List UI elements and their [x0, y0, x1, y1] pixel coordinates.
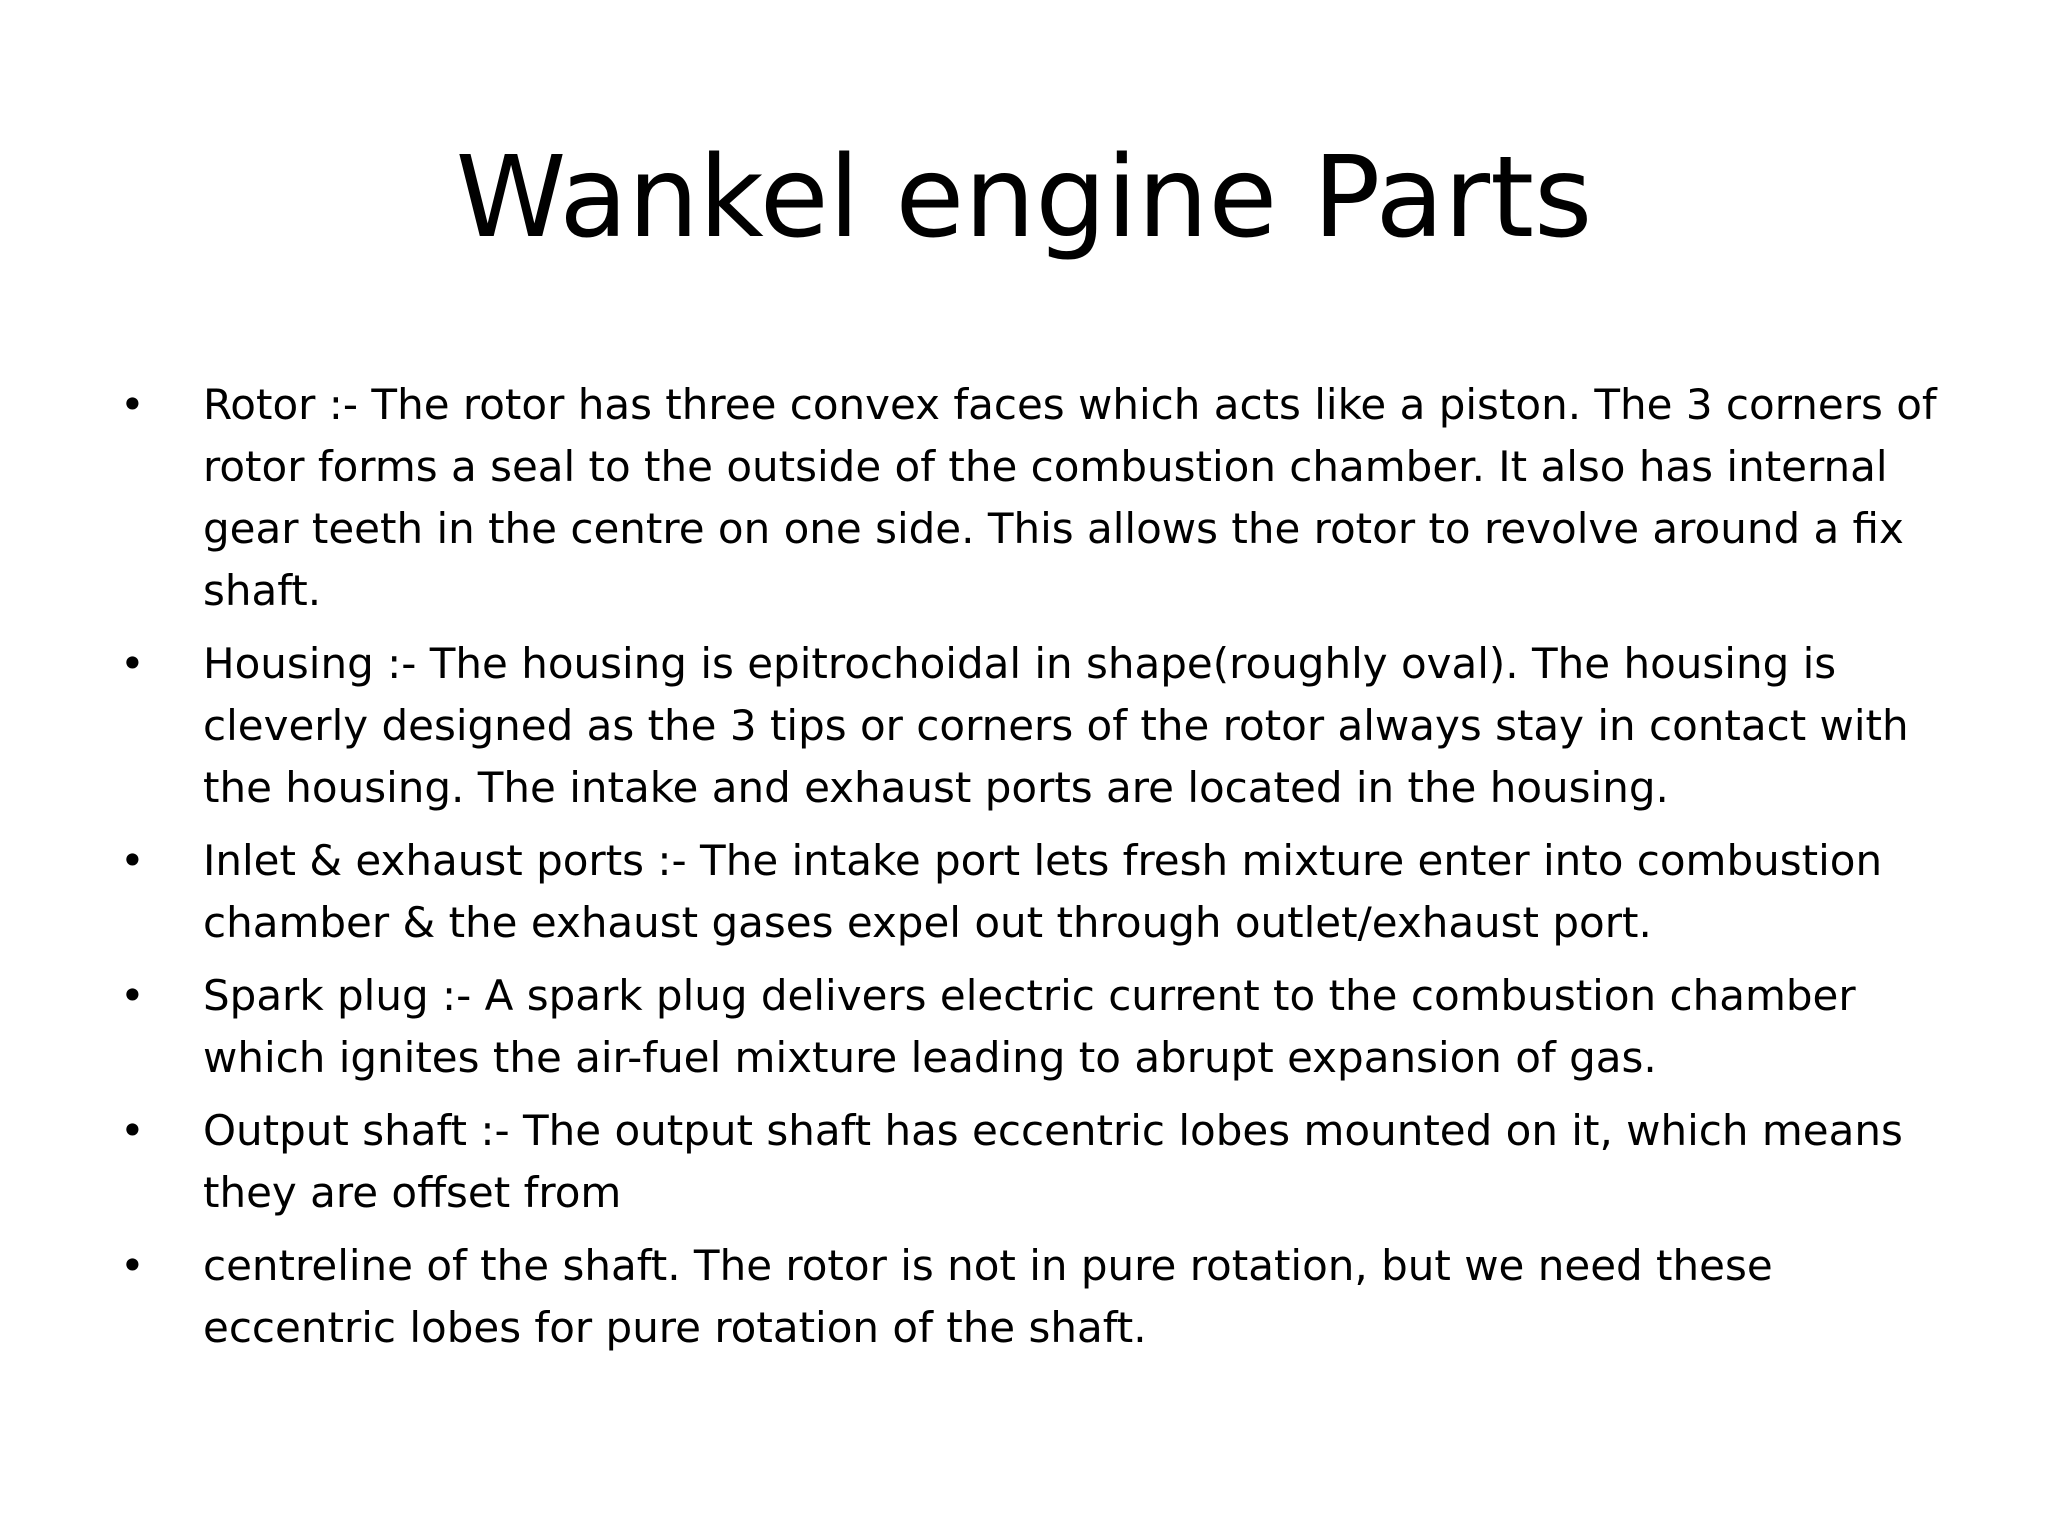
bullet-item-ports: [120, 830, 1960, 954]
bullet-icon: •: [120, 971, 145, 1020]
bullet-text: Spark plug :- A spark plug delivers electric current to the combustion chamber which ignites the air-fuel mixture leading to abrupt expansion of gas.: [203, 971, 1856, 1082]
bullet-item-spark-plug: [120, 965, 1960, 1089]
bullet-text: Rotor :- The rotor has three convex faces which acts like a piston. The 3 corners of rotor forms a seal to the outside of the combustion chamber. It also has internal gear teeth in the centre on one side. This allows the rotor to revolve around a fix shaft.: [203, 380, 1937, 615]
bullet-item-centreline: [120, 1235, 1960, 1359]
bullet-item-output-shaft: [120, 1100, 1960, 1224]
bullet-icon: •: [120, 1241, 145, 1290]
slide-title: Wankel engine Parts: [455, 133, 1593, 263]
bullet-icon: •: [120, 380, 145, 429]
bullet-icon: •: [120, 836, 145, 885]
bullet-icon: •: [120, 1106, 145, 1155]
bullet-text: centreline of the shaft. The rotor is not in pure rotation, but we need these eccentric lobes for pure rotation of the shaft.: [203, 1241, 1773, 1352]
bullet-text: Inlet & exhaust ports :- The intake port lets fresh mixture enter into combustion chamber & the exhaust gases expel out through outlet/exhaust port.: [203, 836, 1883, 947]
bullet-item-housing: [120, 633, 1960, 819]
bullet-text: Housing :- The housing is epitrochoidal in shape(roughly oval). The housing is cleverly designed as the 3 tips or corners of the rotor always stay in contact with the housing. The intake and exhaust ports are located in the housing.: [203, 639, 1909, 812]
bullet-list: [120, 374, 1960, 1370]
bullet-item-rotor: [120, 374, 1960, 622]
bullet-text: Output shaft :- The output shaft has eccentric lobes mounted on it, which means they are offset from: [203, 1106, 1903, 1217]
bullet-icon: •: [120, 639, 145, 688]
